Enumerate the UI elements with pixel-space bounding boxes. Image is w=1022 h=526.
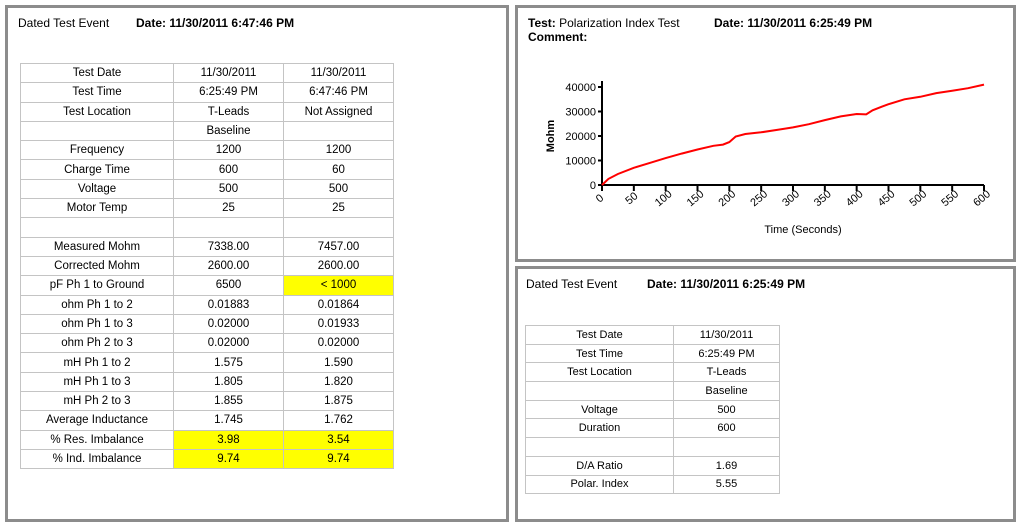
row-label: Voltage [526,400,674,419]
table-row [526,363,780,382]
row-value: 1.575 [174,353,284,372]
row-value: 3.98 [174,430,284,449]
table-row [21,430,394,449]
table-row [21,256,394,275]
row-label [526,438,674,457]
row-label: Motor Temp [21,199,174,218]
row-value: 2600.00 [284,256,394,275]
row-label: Test Date [526,326,674,345]
table-row [21,411,394,430]
row-value: 0.01864 [284,295,394,314]
x-tick-label: 450 [875,188,898,210]
table-row [21,295,394,314]
table-row [21,64,394,83]
x-tick-label: 350 [812,188,834,210]
table-row [21,237,394,256]
x-tick-label: 150 [684,188,707,210]
row-label: % Res. Imbalance [21,430,174,449]
table-row [526,475,780,494]
left-panel-header-date: Date: 11/30/2011 6:47:46 PM [136,16,295,30]
row-value: 60 [284,160,394,179]
test-label: Test: [528,16,556,30]
row-value: 1.762 [284,411,394,430]
left-panel-header [18,16,295,30]
row-label: ohm Ph 1 to 2 [21,295,174,314]
row-label: Average Inductance [21,411,174,430]
table-row [21,449,394,468]
row-label: Duration [526,419,674,438]
row-value: Not Assigned [284,102,394,121]
x-tick-label: 0 [593,192,607,206]
row-value: 600 [674,419,780,438]
row-label: Test Location [526,363,674,382]
row-value: 7338.00 [174,237,284,256]
x-tick-label: 600 [971,188,993,210]
row-label [21,218,174,237]
table-row [21,141,394,160]
row-label: % Ind. Imbalance [21,449,174,468]
table-row [526,456,780,475]
row-value: 0.01933 [284,314,394,333]
left-panel-header-label: Dated Test Event [18,16,110,30]
row-value: 1200 [284,141,394,160]
row-value: 9.74 [284,449,394,468]
right-results-table [525,325,780,494]
row-value: T-Leads [174,102,284,121]
row-value [284,121,394,140]
right-panel-header-label: Dated Test Event [526,277,618,291]
row-label: Voltage [21,179,174,198]
row-value: 500 [174,179,284,198]
table-row [526,326,780,345]
table-row [21,353,394,372]
row-value: 1.875 [284,392,394,411]
row-value: 6500 [174,276,284,295]
row-label: mH Ph 1 to 3 [21,372,174,391]
row-label [526,382,674,401]
x-tick-label: 550 [939,188,962,210]
x-tick-label: 500 [907,188,930,210]
row-value: T-Leads [674,363,780,382]
row-value [174,218,284,237]
row-label: Measured Mohm [21,237,174,256]
right-test-event-panel [515,266,1016,522]
row-label: Test Location [21,102,174,121]
row-value: 0.01883 [174,295,284,314]
row-label: Corrected Mohm [21,256,174,275]
table-row [21,102,394,121]
x-axis-label: Time (Seconds) [764,224,842,236]
y-tick-label: 10000 [565,155,596,168]
y-axis-label: Mohm [545,119,557,153]
x-tick-label: 200 [716,188,739,210]
y-tick-label: 40000 [565,82,596,94]
row-value: 1.590 [284,353,394,372]
left-results-table [20,63,394,469]
row-label: Test Time [526,344,674,363]
row-value: 6:25:49 PM [174,83,284,102]
row-value: 1.805 [174,372,284,391]
row-value: 6:25:49 PM [674,344,780,363]
row-value: 11/30/2011 [674,326,780,345]
row-value: 1.855 [174,392,284,411]
row-label: ohm Ph 1 to 3 [21,314,174,333]
x-tick-label: 250 [748,188,771,210]
table-row [21,334,394,353]
table-row [21,392,394,411]
row-value: 9.74 [174,449,284,468]
row-label: mH Ph 1 to 2 [21,353,174,372]
row-value [284,218,394,237]
table-row [21,218,394,237]
row-value: 25 [284,199,394,218]
right-panel-header [526,277,806,291]
right-panel-header-date: Date: 11/30/2011 6:25:49 PM [647,277,806,291]
y-tick-label: 20000 [565,131,596,143]
table-row [21,372,394,391]
row-label: Test Date [21,64,174,83]
row-value: 0.02000 [284,334,394,353]
row-value: 11/30/2011 [174,64,284,83]
row-label: Charge Time [21,160,174,179]
row-label: Polar. Index [526,475,674,494]
row-value: 1200 [174,141,284,160]
test-name: Polarization Index Test [559,16,680,30]
polarization-line-chart [518,8,1013,259]
row-label [21,121,174,140]
row-label: Test Time [21,83,174,102]
row-value: 3.54 [284,430,394,449]
row-value: 600 [174,160,284,179]
row-label: ohm Ph 2 to 3 [21,334,174,353]
x-tick-label: 50 [623,190,641,208]
row-value: 2600.00 [174,256,284,275]
row-value: 11/30/2011 [284,64,394,83]
row-value: 0.02000 [174,334,284,353]
table-row [526,382,780,401]
row-value: 5.55 [674,475,780,494]
row-value: 1.820 [284,372,394,391]
table-row [21,160,394,179]
table-row [21,199,394,218]
row-label: Frequency [21,141,174,160]
table-row [526,344,780,363]
table-row [21,83,394,102]
row-value: 6:47:46 PM [284,83,394,102]
table-row [21,276,394,295]
row-value: 500 [674,400,780,419]
row-value: Baseline [174,121,284,140]
y-tick-label: 0 [589,180,596,192]
row-value: 0.02000 [174,314,284,333]
table-row [21,314,394,333]
polarization-chart-panel [515,5,1016,262]
table-row [526,419,780,438]
chart-panel-date: Date: 11/30/2011 6:25:49 PM [714,16,873,30]
row-value: 500 [284,179,394,198]
table-row [21,121,394,140]
x-tick-label: 300 [780,188,802,210]
row-label: D/A Ratio [526,456,674,475]
y-tick-label: 30000 [565,106,596,119]
left-test-event-panel [5,5,509,522]
row-value: Baseline [674,382,780,401]
series-line [602,85,984,185]
row-value: 1.69 [674,456,780,475]
row-label: pF Ph 1 to Ground [21,276,174,295]
table-row [21,179,394,198]
x-tick-label: 400 [843,188,866,210]
table-row [526,400,780,419]
row-value: 25 [174,199,284,218]
comment-label: Comment: [528,30,588,44]
row-value: 1.745 [174,411,284,430]
table-row [526,438,780,457]
x-tick-label: 100 [652,188,675,210]
row-value: < 1000 [284,276,394,295]
row-value [674,438,780,457]
row-label: mH Ph 2 to 3 [21,392,174,411]
row-value: 7457.00 [284,237,394,256]
